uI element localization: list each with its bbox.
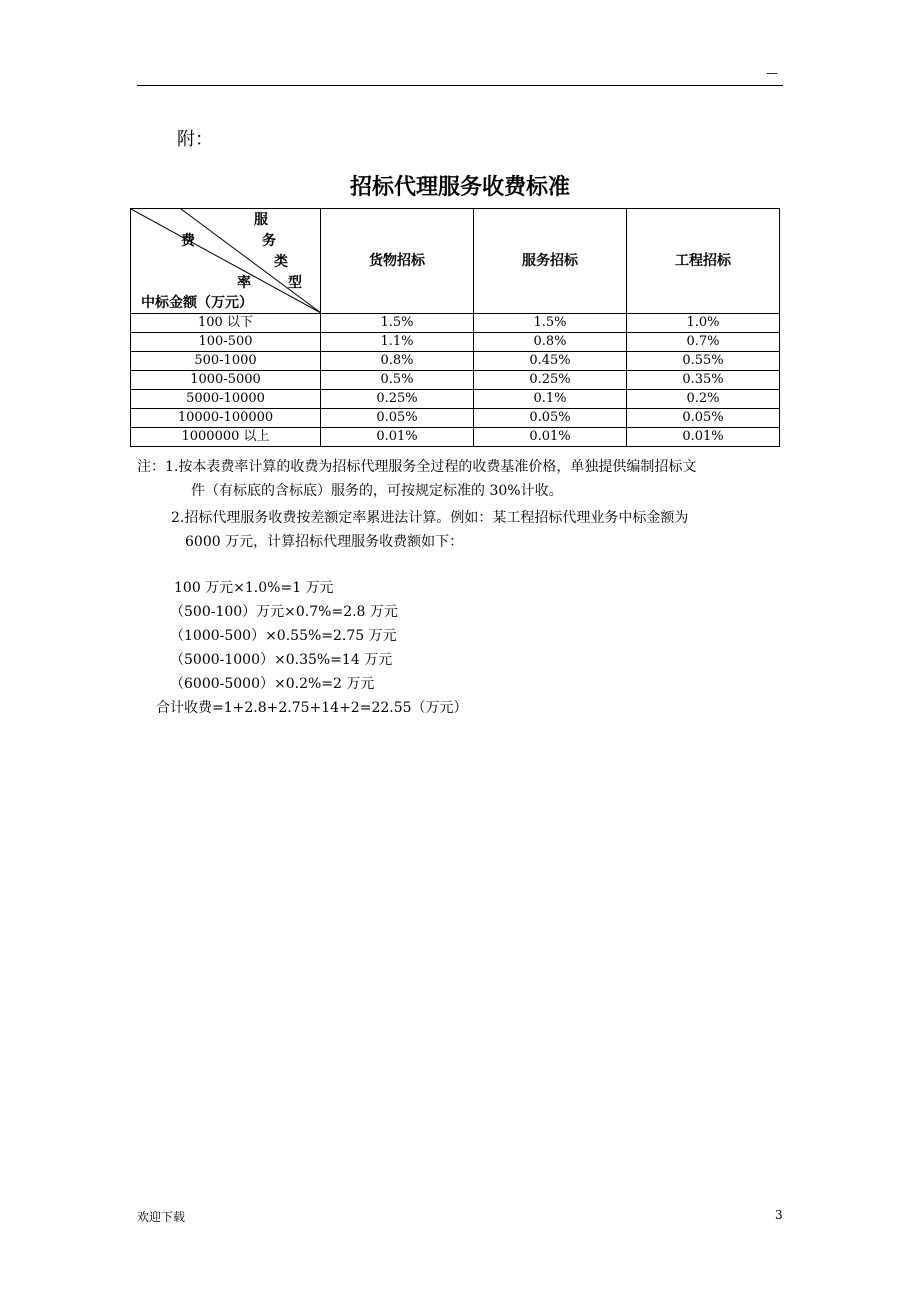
page-number: 3	[775, 1208, 783, 1222]
table-row	[131, 314, 780, 333]
rate-cell: 0.01%	[474, 428, 627, 447]
note-2-line-2: 6000 万元，计算招标代理服务收费额如下：	[185, 534, 464, 550]
range-cell: 5000-10000	[131, 390, 321, 409]
range-cell: 500-1000	[131, 352, 321, 371]
page-title: 招标代理服务收费标准	[349, 175, 570, 200]
note-1-line-1: 注：1.按本表费率计算的收费为招标代理服务全过程的收费基准价格，单独提供编制招标文	[137, 459, 697, 475]
range-cell: 100 以下	[131, 314, 321, 333]
corner-service-char: 务	[262, 233, 276, 249]
table-row	[131, 428, 780, 447]
corner-service-char: 类	[274, 254, 288, 270]
rate-cell: 0.55%	[627, 352, 780, 371]
rate-cell: 0.05%	[627, 409, 780, 428]
rate-cell: 1.1%	[321, 333, 474, 352]
calc-line: （5000-1000）×0.35%=14 万元	[170, 652, 393, 668]
rate-cell: 0.05%	[474, 409, 627, 428]
column-header: 货物招标	[321, 209, 474, 314]
rate-cell: 0.45%	[474, 352, 627, 371]
table-corner-cell	[131, 209, 321, 314]
header-mark: —	[766, 66, 778, 80]
range-cell: 100-500	[131, 333, 321, 352]
corner-rate-char: 费	[181, 233, 195, 249]
corner-service-char: 型	[288, 275, 302, 291]
corner-amount-label: 中标金额（万元）	[141, 295, 253, 311]
header-rule	[137, 85, 783, 86]
fee-table	[130, 208, 780, 447]
rate-cell: 1.5%	[474, 314, 627, 333]
rate-cell: 0.35%	[627, 371, 780, 390]
note-2-line-1: 2.招标代理服务收费按差额定率累进法计算。例如：某工程招标代理业务中标金额为	[171, 510, 689, 526]
column-header: 服务招标	[474, 209, 627, 314]
attachment-label: 附：	[177, 129, 213, 150]
table-row	[131, 333, 780, 352]
table-row	[131, 352, 780, 371]
rate-cell: 1.0%	[627, 314, 780, 333]
rate-cell: 0.01%	[321, 428, 474, 447]
rate-cell: 0.1%	[474, 390, 627, 409]
range-cell: 10000-100000	[131, 409, 321, 428]
corner-service-char: 服	[254, 212, 268, 228]
table-header-row	[131, 209, 780, 314]
rate-cell: 0.7%	[627, 333, 780, 352]
calc-line: （6000-5000）×0.2%=2 万元	[170, 676, 375, 692]
note-1-line-2: 件（有标底的含标底）服务的，可按规定标准的 30%计收。	[191, 483, 563, 499]
range-cell: 1000-5000	[131, 371, 321, 390]
rate-cell: 0.25%	[474, 371, 627, 390]
rate-cell: 0.2%	[627, 390, 780, 409]
rate-cell: 0.8%	[321, 352, 474, 371]
rate-cell: 0.8%	[474, 333, 627, 352]
calc-line: （1000-500）×0.55%=2.75 万元	[170, 628, 397, 644]
calc-total: 合计收费=1+2.8+2.75+14+2=22.55（万元）	[156, 700, 468, 716]
calc-line: 100 万元×1.0%=1 万元	[174, 580, 334, 596]
rate-cell: 0.05%	[321, 409, 474, 428]
table-row	[131, 371, 780, 390]
corner-rate-char: 率	[237, 275, 251, 291]
calc-line: （500-100）万元×0.7%=2.8 万元	[170, 604, 398, 620]
column-header: 工程招标	[627, 209, 780, 314]
rate-cell: 0.01%	[627, 428, 780, 447]
rate-cell: 0.5%	[321, 371, 474, 390]
rate-cell: 0.25%	[321, 390, 474, 409]
table-row	[131, 390, 780, 409]
table-row	[131, 409, 780, 428]
footer-text: 欢迎下载	[137, 1210, 186, 1224]
range-cell: 1000000 以上	[131, 428, 321, 447]
rate-cell: 1.5%	[321, 314, 474, 333]
